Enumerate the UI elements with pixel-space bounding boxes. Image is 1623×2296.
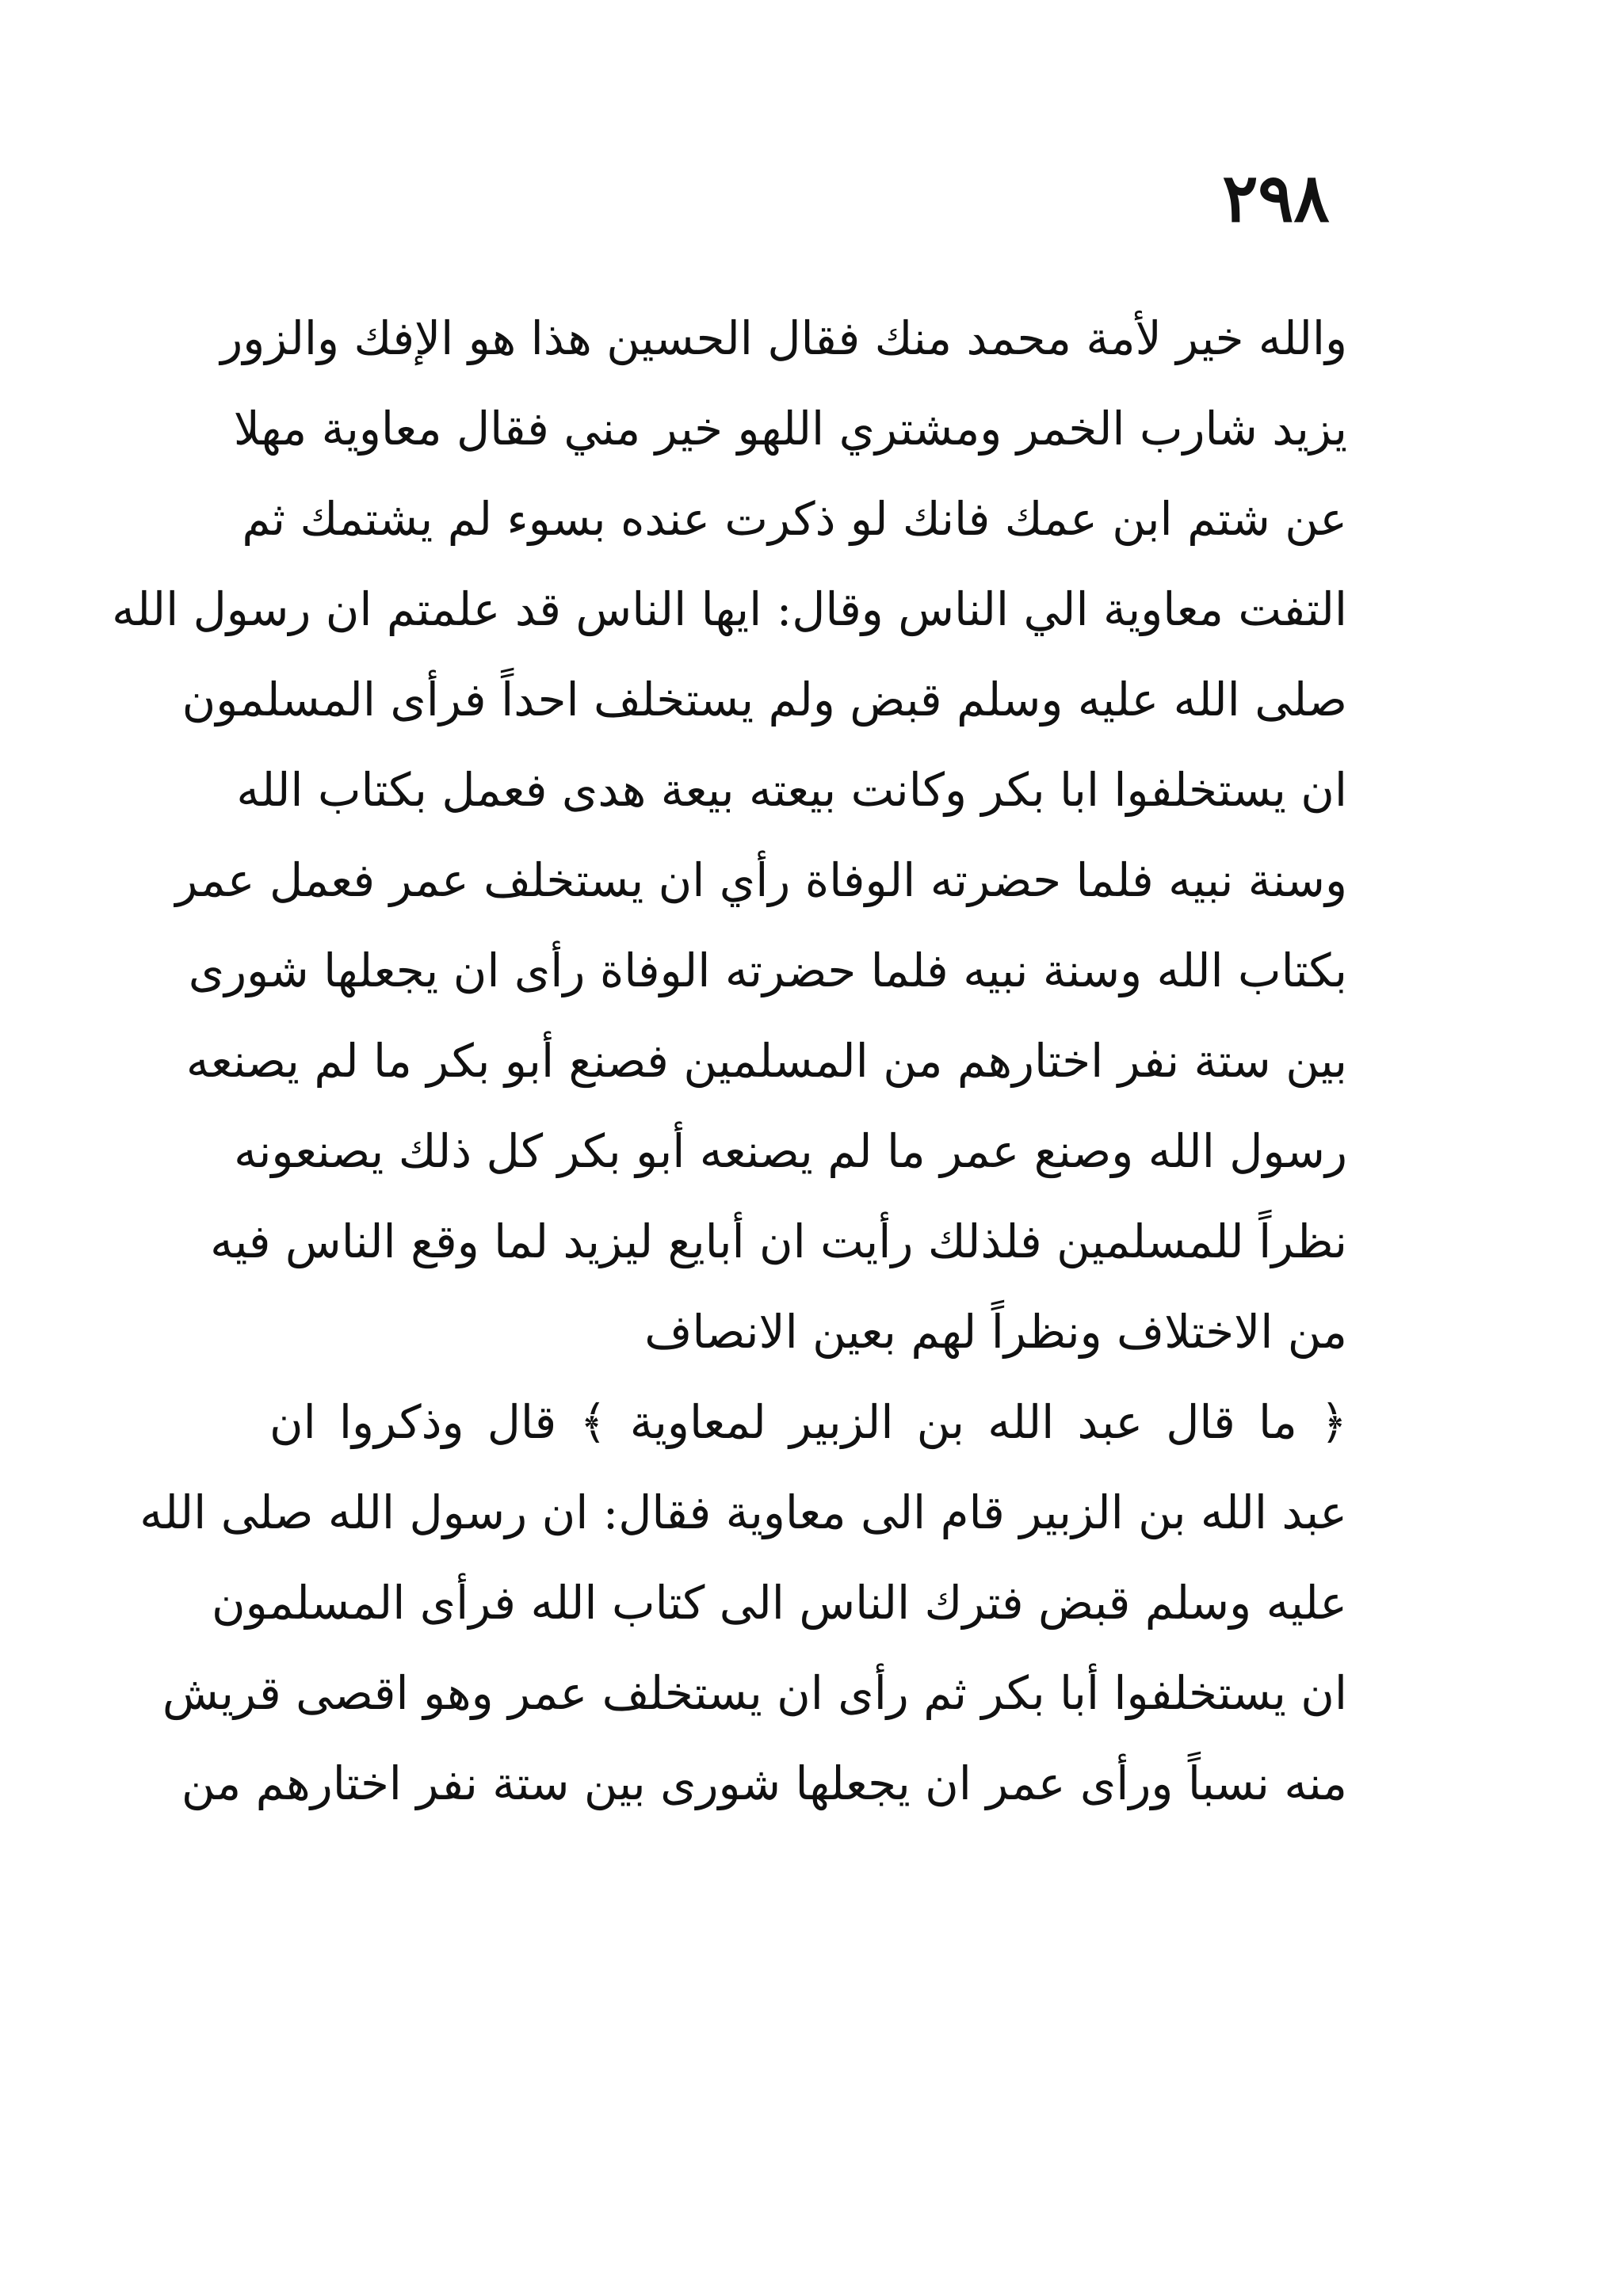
text-line: عن شتم ابن عمك فانك لو ذكرت عنده بسوء لم يشتمك ثم xyxy=(242,492,1347,546)
text-line: من الاختلاف ونظراً لهم بعين الانصاف xyxy=(644,1305,1347,1359)
text-line: صلى الله عليه وسلم قبض ولم يستخلف احداً فرأى المسلمون xyxy=(181,673,1347,727)
text-line: بين ستة نفر اختارهم من المسلمين فصنع أبو بكر ما لم يصنعه xyxy=(185,1034,1347,1088)
text-line: بكتاب الله وسنة نبيه فلما حضرته الوفاة رأى ان يجعلها شورى xyxy=(188,944,1347,997)
text-line: عليه وسلم قبض فترك الناس الى كتاب الله فرأى المسلمون xyxy=(211,1576,1347,1630)
text-line: والله خير لأمة محمد منك فقال الحسين هذا هو الإفك والزور xyxy=(220,311,1347,365)
text-line: ان يستخلفوا ابا بكر وكانت بيعته بيعة هدى فعمل بكتاب الله xyxy=(236,763,1347,817)
text-line: ان يستخلفوا أبا بكر ثم رأى ان يستخلف عمر وهو اقصى قريش xyxy=(162,1666,1347,1720)
text-line: عبد الله بن الزبير قام الى معاوية فقال: ان رسول الله صلى الله xyxy=(139,1486,1347,1539)
section-heading-line: ﴿ ما قال عبد الله بن الزبير لمعاوية ﴾ قال وذكروا ان xyxy=(269,1395,1347,1449)
text-line: التفت معاوية الي الناس وقال: ايها الناس قد علمتم ان رسول الله xyxy=(112,582,1347,636)
text-line: رسول الله وصنع عمر ما لم يصنعه أبو بكر كل ذلك يصنعونه xyxy=(234,1124,1347,1178)
text-line: يزيد شارب الخمر ومشتري اللهو خير مني فقال معاوية مهلا xyxy=(233,402,1347,456)
text-line: نظراً للمسلمين فلذلك رأيت ان أبايع ليزيد لما وقع الناس فيه xyxy=(210,1215,1347,1268)
body-text xyxy=(112,293,1347,1829)
text-line: منه نسباً ورأى عمر ان يجعلها شورى بين ستة نفر اختارهم من xyxy=(181,1756,1347,1810)
text-line: وسنة نبيه فلما حضرته الوفاة رأي ان يستخلف عمر فعمل عمر xyxy=(175,853,1347,907)
page-number: ٢٩٨ xyxy=(1222,158,1330,237)
